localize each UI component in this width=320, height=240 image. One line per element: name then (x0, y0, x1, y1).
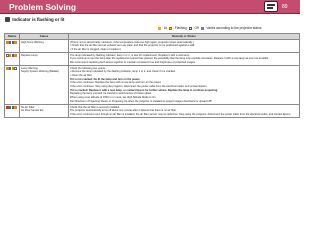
header-status: Status (5, 34, 20, 40)
remedy-line: The lamp indicated by flashing indicator, lamp 1 or 2, is due for replacement. Replace it with a new lamp. (70, 53, 190, 57)
menu-icon[interactable] (264, 1, 278, 12)
legend-flashing: : Flashing (173, 26, 187, 30)
cause-cell: No Air Filter Air Flow Sensor Err. (20, 105, 69, 118)
subtitle-text: Indicator is flashing or lit (12, 17, 65, 22)
table-row (5, 66, 300, 105)
remedy-line: If it is cracked: Replace it with a new lamp, or contact Epson for further advice. Replace the lamp to continue projecting. (70, 88, 218, 92)
page-header (0, 0, 300, 14)
lit-icon (158, 27, 161, 30)
varies-icon (201, 27, 204, 30)
header-remedy: Remedy or Status (69, 34, 300, 40)
remedy-line: Replacing the lamp yourself, be careful to avoid pieces of broken glass. (70, 92, 152, 96)
remedy-line: If it is not cracked: Re-fit the lamp and turn on the power. (70, 77, 141, 81)
remedy-line: • If the air filter is clogged, clean or replace it. (70, 47, 122, 51)
table-row (5, 40, 300, 53)
remedy-cell (69, 105, 300, 118)
off-icon (189, 27, 192, 30)
remedy-line: Check that the air filter is securely installed. (70, 105, 120, 109)
legend-varies: : Varies according to the projector status (204, 26, 262, 30)
remedy-line: The projector automatically turns off about one minute after it detects that there is no air filter. (70, 109, 177, 113)
remedy-line: If the error continues even though an air filter is installed, the air filter sensor may be defective. Stop using the projector, disconnect the power cable from the electrical outlet, and contact Epson. (70, 112, 292, 116)
remedy-line: We recommend replacing both lamps together to maintain consistent hue and brightness of projected images. (70, 60, 196, 64)
remedy-line: (This is not an abnormality. However, if the temperature rises too high again, projection stops automatically.) (70, 40, 194, 44)
indicator-icon (14, 41, 17, 44)
remedy-cell (69, 40, 300, 53)
indicator-icon (14, 67, 17, 70)
indicator-icon (14, 54, 17, 57)
remedy-line: If the error continues: Replace the lamp with a new lamp and turn on the power. (70, 81, 162, 85)
flashing-icon (169, 27, 172, 30)
status-indicators (5, 66, 20, 105)
header-cause: Cause (20, 34, 69, 40)
status-indicators (5, 40, 20, 53)
indicator-icon (5, 17, 10, 22)
remedy-cell (69, 66, 300, 105)
remedy-line: If the error continues: Stop using the projector, disconnect the power cable from the electrical outlet, and contact Epson. (70, 85, 208, 89)
page-number: 89 (282, 4, 288, 10)
indicator-table (4, 33, 300, 118)
cause-cell: High Temp Warning (20, 40, 69, 53)
remedy-line: When using at an altitude of 1500 m or more, set High Altitude Mode to On. (70, 96, 157, 100)
table-row (5, 105, 300, 118)
cause-cell: Lamp Warning Supply System Warning (Ballast) (20, 66, 69, 105)
indicator-icon (14, 106, 17, 109)
page-title: Problem Solving (9, 2, 77, 12)
indicator-legend (157, 26, 261, 31)
status-indicators (5, 105, 20, 118)
remedy-line: If you continue to use the lamp after the replacement period has passed, the possibility that the lamp may explode increases. Replace it with a new lamp as soon as possible. (70, 57, 269, 61)
section-subtitle (5, 17, 64, 23)
remedy-line: • Check that the air filter and air exhaust vent are clear, and that the projector is not positioned against a wall. (70, 44, 195, 48)
remedy-cell (69, 53, 300, 66)
remedy-line: • Clean the air filter. (70, 74, 93, 77)
table-row (5, 53, 300, 66)
legend-lit: : Lit (162, 26, 168, 30)
legend-off: : Off (192, 26, 199, 30)
remedy-line: • Remove the lamp indicated by the flashing indicator, lamp 1 or 2, and check if it is cracked. (70, 70, 176, 74)
status-indicators (5, 53, 20, 66)
remedy-line: Check the following two points. (70, 66, 106, 70)
cause-cell: Replace Lamp (20, 53, 69, 66)
remedy-line: Set Direction in Projecting Steam or Projecting Up when the projector is installed to project images downward or upward 45°. (70, 99, 213, 103)
